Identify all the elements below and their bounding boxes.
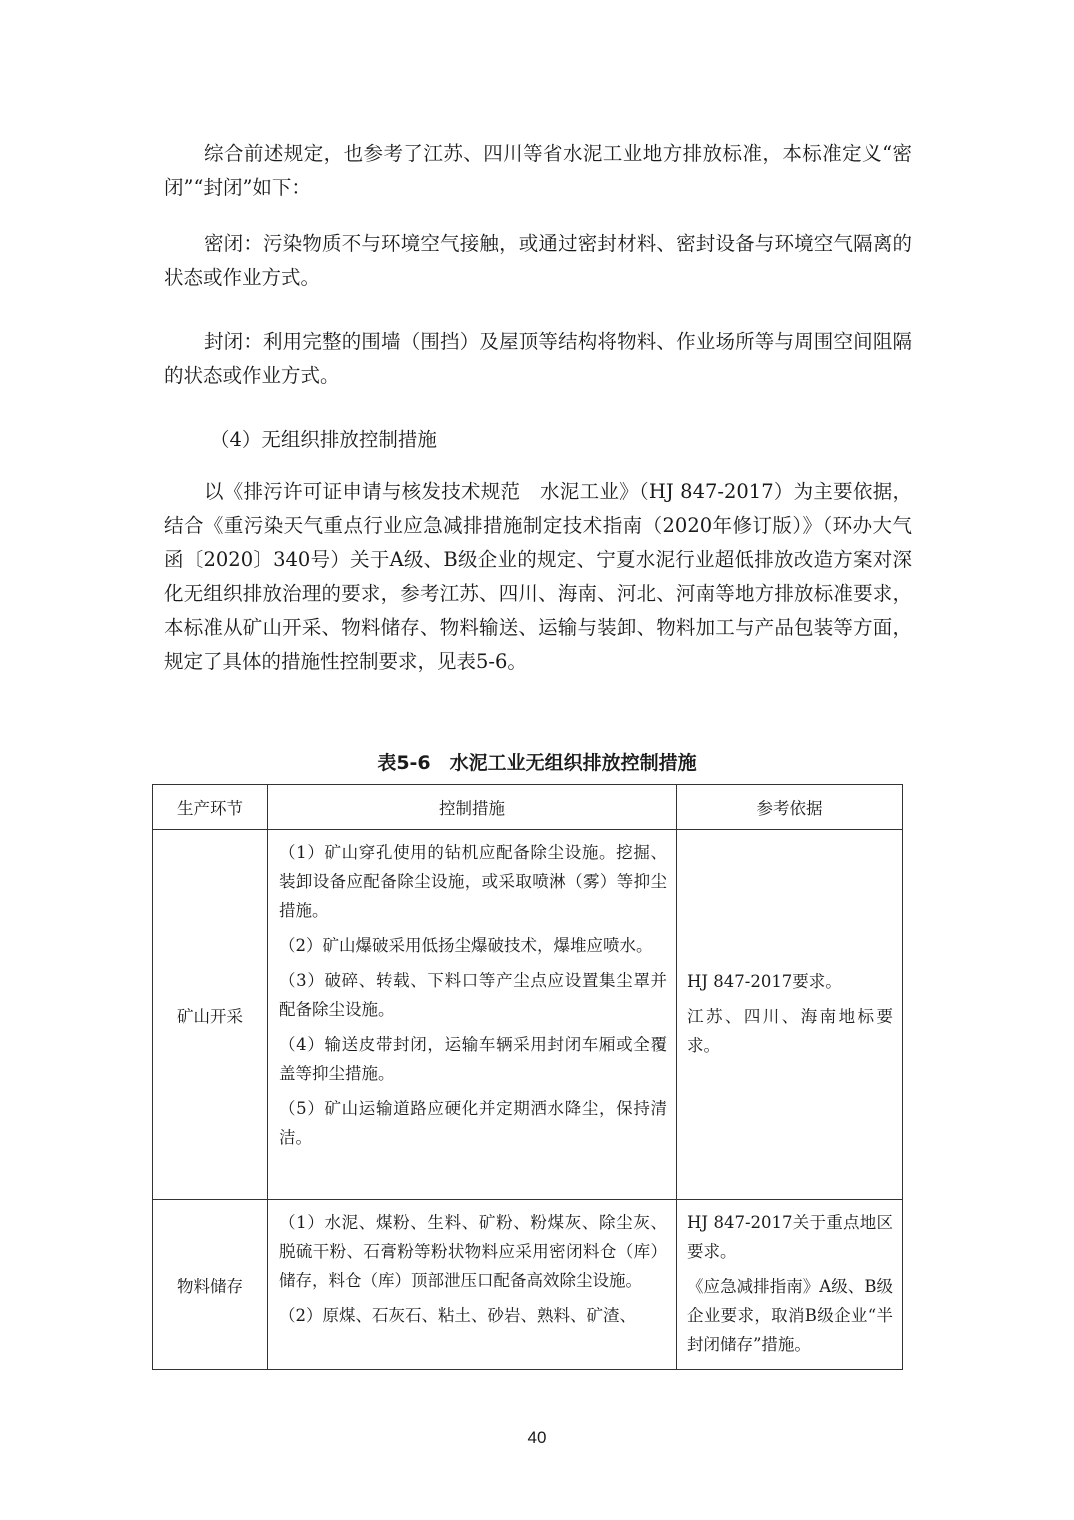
measure-item: （2）矿山爆破采用低扬尘爆破技术，爆堆应喷水。 — [279, 936, 653, 955]
reference-cell — [677, 830, 903, 1200]
reference-item: 《应急减排指南》A级、B级企业要求，取消B级企业“半封闭储存”措施。 — [687, 1277, 893, 1354]
reference-item: HJ 847-2017关于重点地区要求。 — [687, 1213, 893, 1261]
stage-cell: 物料储存 — [153, 1200, 268, 1370]
page-number: 40 — [527, 1428, 547, 1447]
table-header-row — [153, 785, 903, 830]
control-measures-table — [152, 784, 903, 1370]
measure-item: （2）原煤、石灰石、粘土、砂岩、熟料、矿渣、 — [279, 1306, 636, 1325]
measure-item: （5）矿山运输道路应硬化并定期洒水降尘，保持清洁。 — [279, 1099, 667, 1147]
measure-item: （4）输送皮带封闭，运输车辆采用封闭车厢或全覆盖等抑尘措施。 — [279, 1035, 667, 1083]
reference-item: HJ 847-2017要求。 — [687, 972, 842, 991]
header-reference-basis: 参考依据 — [677, 785, 903, 830]
table-row — [153, 830, 903, 1200]
measure-item: （1）水泥、煤粉、生料、矿粉、粉煤灰、除尘灰、脱硫干粉、石膏粉等粉状物料应采用密闭料仓（库）储存，料仓（库）顶部泄压口配备高效除尘设施。 — [279, 1213, 667, 1290]
header-production-stage: 生产环节 — [153, 785, 268, 830]
measure-item: （1）矿山穿孔使用的钻机应配备除尘设施。挖掘、装卸设备应配备除尘设施，或采取喷淋（雾）等抑尘措施。 — [279, 843, 667, 920]
measure-item: （3）破碎、转载、下料口等产尘点应设置集尘罩并配备除尘设施。 — [279, 971, 667, 1019]
stage-cell: 矿山开采 — [153, 830, 268, 1200]
paragraph-sealed-definition: 密闭：污染物质不与环境空气接触，或通过密封材料、密封设备与环境空气隔离的状态或作业方式。 — [164, 232, 912, 289]
table-caption: 表5-6 水泥工业无组织排放控制措施 — [377, 752, 697, 774]
measures-cell — [268, 830, 677, 1200]
header-control-measures: 控制措施 — [268, 785, 677, 830]
paragraph-definition-intro: 综合前述规定，也参考了江苏、四川等省水泥工业地方排放标准，本标准定义“密闭”“封闭”如下： — [164, 142, 912, 199]
reference-item: 江苏、四川、海南地标要求。 — [687, 1007, 893, 1055]
paragraph-measures-basis: 以《排污许可证申请与核发技术规范 水泥工业》（HJ 847-2017）为主要依据，结合《重污染天气重点行业应急减排措施制定技术指南（2020年修订版）》（环办大气函〔2020〕340号）关于A级、B级企业的规定、宁夏水泥行业超低排放改造方案对深化无组织排放治理的要求，参考江苏、四川、海南、河北、河南等地方排放标准要求，本标准从矿山开采、物料储存、物料输送、运输与装卸、物料加工与产品包装等方面，规定了具体的措施性控制要求，见表5-6。 — [164, 480, 912, 673]
section-heading: （4）无组织排放控制措施 — [210, 428, 437, 451]
paragraph-enclosed-definition: 封闭：利用完整的围墙（围挡）及屋顶等结构将物料、作业场所等与周围空间阻隔的状态或作业方式。 — [164, 330, 912, 387]
table-row — [153, 1200, 903, 1370]
measures-cell — [268, 1200, 677, 1370]
reference-cell — [677, 1200, 903, 1370]
